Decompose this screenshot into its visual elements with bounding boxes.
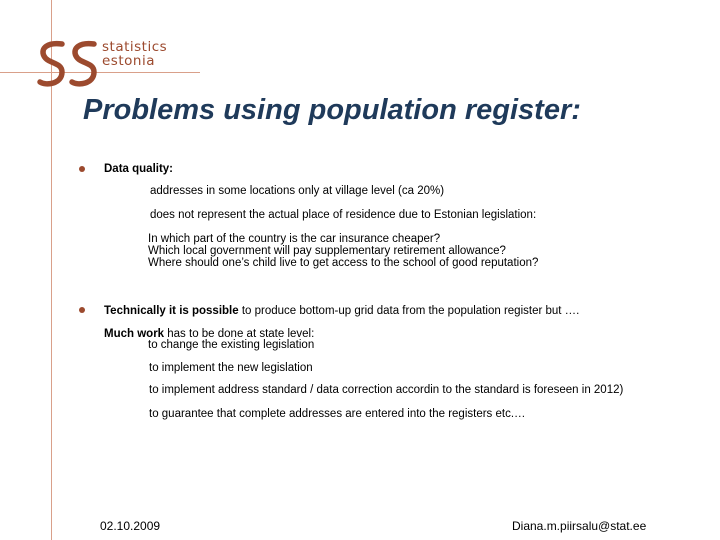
footer-date: 02.10.2009 <box>100 519 161 533</box>
list-item: to implement address standard / data correction accordin to the standard is foreseen in 2012) <box>149 384 624 396</box>
logo-line-2: estonia <box>102 53 155 69</box>
footer-email: Diana.m.piirsalu@stat.ee <box>512 519 647 533</box>
section2-lead <box>104 305 579 318</box>
list-item: Where should one’s child live to get access to the school of good reputation? <box>148 257 539 269</box>
section2-work-bold: Much work <box>104 328 165 340</box>
bullet-icon <box>79 166 85 172</box>
logo-line-1: statistics <box>102 39 168 55</box>
bullet-icon <box>79 307 85 313</box>
list-item: to change the existing legislation <box>148 339 315 351</box>
list-item: to guarantee that complete addresses are entered into the registers etc.… <box>149 408 526 420</box>
list-item: addresses in some locations only at village level (ca 20%) <box>150 185 445 197</box>
section2-work-rest: has to be done at state level: <box>164 328 315 340</box>
section2-lead-bold: Technically it is possible <box>104 305 239 317</box>
list-item: In which part of the country is the car insurance cheaper? <box>148 233 441 245</box>
list-item: to implement the new legislation <box>149 362 313 374</box>
list-item: Which local government will pay supplementary retirement allowance? <box>148 245 506 257</box>
section1-heading: Data quality: <box>104 163 174 175</box>
list-item: does not represent the actual place of residence due to Estonian legislation: <box>150 209 537 221</box>
section2-lead-rest: to produce bottom-up grid data from the population register but …. <box>238 305 580 317</box>
logo-wordmark <box>102 40 167 68</box>
page-title: Problems using population register: <box>83 94 581 126</box>
